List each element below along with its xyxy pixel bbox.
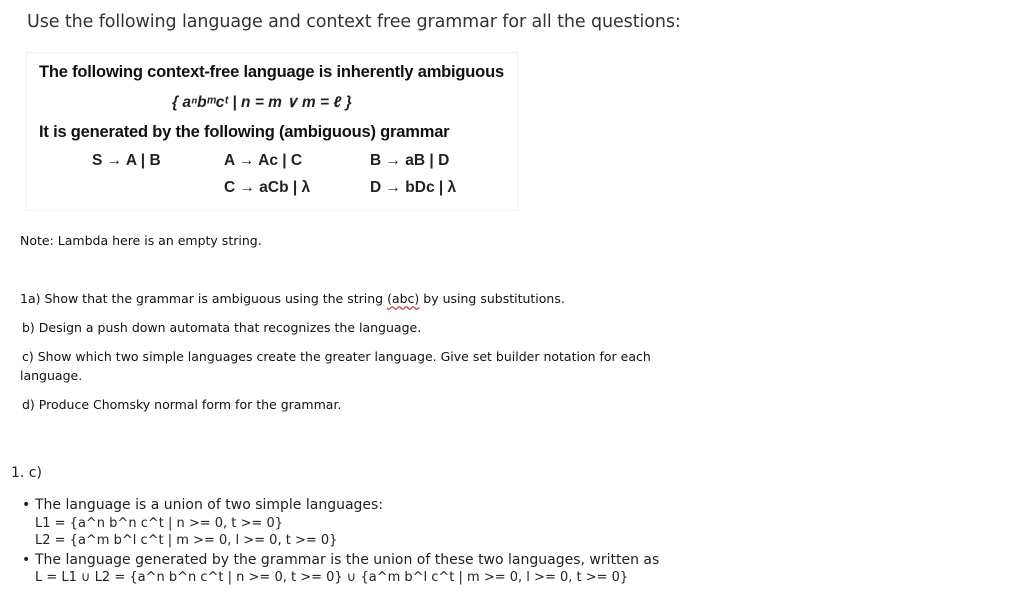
grammar-rule-d: D → bDc | λ — [370, 179, 457, 196]
question-1a-post: by using substitutions. — [419, 291, 565, 306]
grammar-rule-b: B → aB | D — [370, 152, 450, 169]
question-1a — [20, 291, 565, 306]
question-c-line1: c) Show which two simple languages create the greater language. Give set builder notation for each — [22, 349, 651, 364]
grammar-intro: It is generated by the following (ambiguous) grammar — [39, 123, 450, 141]
answer-l2: L2 = {a^m b^l c^t | m >= 0, l >= 0, t >= 0} — [35, 533, 338, 548]
instructions-heading: Use the following language and context free grammar for all the questions: — [27, 12, 681, 32]
grammar-rule-s: S → A | B — [92, 152, 161, 169]
question-1a-pre: 1a) Show that the grammar is ambiguous using the string — [20, 291, 388, 306]
bullet-2: • — [22, 552, 31, 568]
grammar-rule-c: C → aCb | λ — [224, 179, 311, 196]
question-c-line2: language. — [20, 368, 83, 383]
language-statement: The following context-free language is inherently ambiguous — [39, 63, 504, 81]
answer-heading: 1. c) — [11, 465, 42, 481]
answer-paragraph-2: The language generated by the grammar is the union of these two languages, written as — [35, 552, 660, 568]
answer-union: L = L1 ∪ L2 = {a^n b^n c^t | n >= 0, t >= 0} ∪ {a^m b^l c^t | m >= 0, l >= 0, t >= 0} — [35, 570, 629, 585]
lambda-note: Note: Lambda here is an empty string. — [20, 233, 262, 248]
spellcheck-word: (abc) — [387, 291, 420, 306]
language-definition: { aⁿbᵐcᵗ | n = m ∨ m = ℓ } — [172, 94, 352, 111]
bullet-1: • — [22, 497, 31, 513]
grammar-rule-a: A → Ac | C — [224, 152, 303, 169]
question-b: b) Design a push down automata that recognizes the language. — [22, 320, 422, 335]
answer-paragraph-1: The language is a union of two simple languages: — [35, 497, 384, 513]
question-d: d) Produce Chomsky normal form for the grammar. — [22, 397, 342, 412]
answer-l1: L1 = {a^n b^n c^t | n >= 0, t >= 0} — [35, 516, 283, 531]
grammar-image-box — [27, 53, 517, 210]
